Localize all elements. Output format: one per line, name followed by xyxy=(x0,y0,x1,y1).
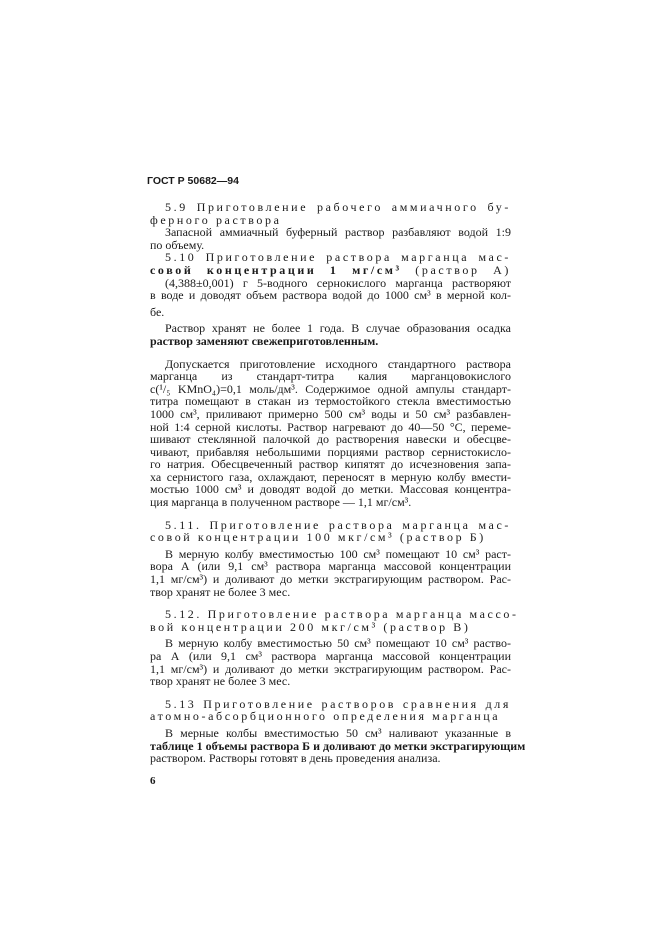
section-5-11 xyxy=(150,519,511,599)
text-line: 1000 см³, приливают примерно 500 см³ воды и 50 см³ разбавлен- xyxy=(150,406,511,421)
text-line: вора А (или 9,1 см³ раствора марганца массовой концентрации xyxy=(150,559,511,574)
text-line: по объему. xyxy=(150,237,205,252)
text-line: В мерную колбу вместимостью 50 см³ помещают 10 см³ раство- xyxy=(165,636,511,651)
text-line: c(¹/₅ KMnO₄)=0,1 моль/дм³. Содержимое одной ампулы стандарт- xyxy=(150,381,511,396)
text-line: го натрия. Обесцвеченный раствор кипятят до исчезновения запа- xyxy=(150,457,511,472)
text-line-bold: раствор заменяют свежеприготовленным. xyxy=(150,333,379,348)
section-title: атомно-абсорбционного определения марганца xyxy=(150,709,501,724)
text-line: твор хранят не более 3 мес. xyxy=(150,674,291,689)
text-line: мостью 1000 см³ и доводят водой до метки. Массовая концентра- xyxy=(150,482,511,497)
text-line: Допускается приготовление исходного стандартного раствора xyxy=(165,356,511,371)
text-line-bold: таблице 1 объемы раствора Б и доливают до метки экстрагирующим xyxy=(150,738,526,753)
text-line: в воде и доводят объем раствора водой до 1000 см³ в мерной кол- xyxy=(150,288,511,303)
text-line: В мерную колбу вместимостью 100 см³ помещают 10 см³ раст- xyxy=(165,546,511,561)
text-line: ха сернистого газа, охлаждают, переносят в мерную колбу вмести- xyxy=(150,469,511,484)
section-title: 5.10 Приготовление раствора марганца мас- xyxy=(165,250,511,265)
text-line: ной 1:4 серной кислоты. Раствор нагревают до 40—50 °С, переме- xyxy=(150,419,511,434)
text-line: ция марганца в полученном растворе — 1,1 мг/см³. xyxy=(150,495,412,510)
section-title: 5.12. Приготовление раствора марганца массо- xyxy=(165,607,519,622)
text-line: ра А (или 9,1 см³ раствора марганца массовой концентрации xyxy=(150,649,511,663)
text-line: чивают, прибавляя небольшими порциями раствор сернистокисло- xyxy=(150,444,511,459)
section-5-9 xyxy=(150,201,511,251)
text-line: В мерные колбы вместимостью 50 см³ наливают указанные в xyxy=(165,725,511,740)
document-header: ГОСТ Р 50682—94 xyxy=(147,175,239,187)
title-bold: совой концентрации 1 мг/см³ xyxy=(150,262,402,277)
text-line: 1,1 мг/см³) и доливают до метки экстрагирующим раствором. Рас- xyxy=(150,572,511,587)
text-line: 1,1 мг/см³) и доливают до метки экстрагирующим раствором. Рас- xyxy=(150,661,511,676)
text-line: (4,388±0,001) г 5-водного сернокислого марганца растворяют xyxy=(165,275,511,290)
text-line: шивают стеклянной палочкой до растворения навески и обесцве- xyxy=(150,432,511,447)
section-5-12 xyxy=(150,607,519,689)
page-number: 6 xyxy=(150,774,156,787)
text-line: титра помещают в стакан из термостойкого стекла вместимостью xyxy=(150,394,511,409)
section-title: ферного раствора xyxy=(150,212,282,227)
section-title: 5.9 Приготовление рабочего аммиачного бу- xyxy=(165,200,511,214)
section-title: вой концентрации 200 мкг/см³ (раствор В) xyxy=(150,619,471,634)
section-title: 5.13 Приготовление растворов сравнения для xyxy=(165,696,511,711)
text-line: раствором. Растворы готовят в день проведения анализа. xyxy=(150,751,441,766)
title-rest: (раствор А) xyxy=(415,262,511,277)
text-line: марганца из стандарт-титра калия марганцовокислого xyxy=(150,369,511,384)
text-line: твор хранят не более 3 мес. xyxy=(150,584,291,599)
document-page xyxy=(147,175,526,787)
text-line: Запасной аммиачный буферный раствор разбавляют водой 1:9 xyxy=(165,225,511,240)
section-title xyxy=(150,264,511,277)
section-title: совой концентрации 100 мкг/см³ (раствор Б) xyxy=(150,530,486,545)
section-title: 5.11. Приготовление раствора марганца мас- xyxy=(165,517,511,532)
section-5-10 xyxy=(150,251,511,508)
section-5-13 xyxy=(150,696,526,766)
text-line: бе. xyxy=(150,304,165,319)
paragraph xyxy=(150,358,511,509)
text-line: Раствор хранят не более 1 года. В случае образования осадка xyxy=(165,321,511,336)
